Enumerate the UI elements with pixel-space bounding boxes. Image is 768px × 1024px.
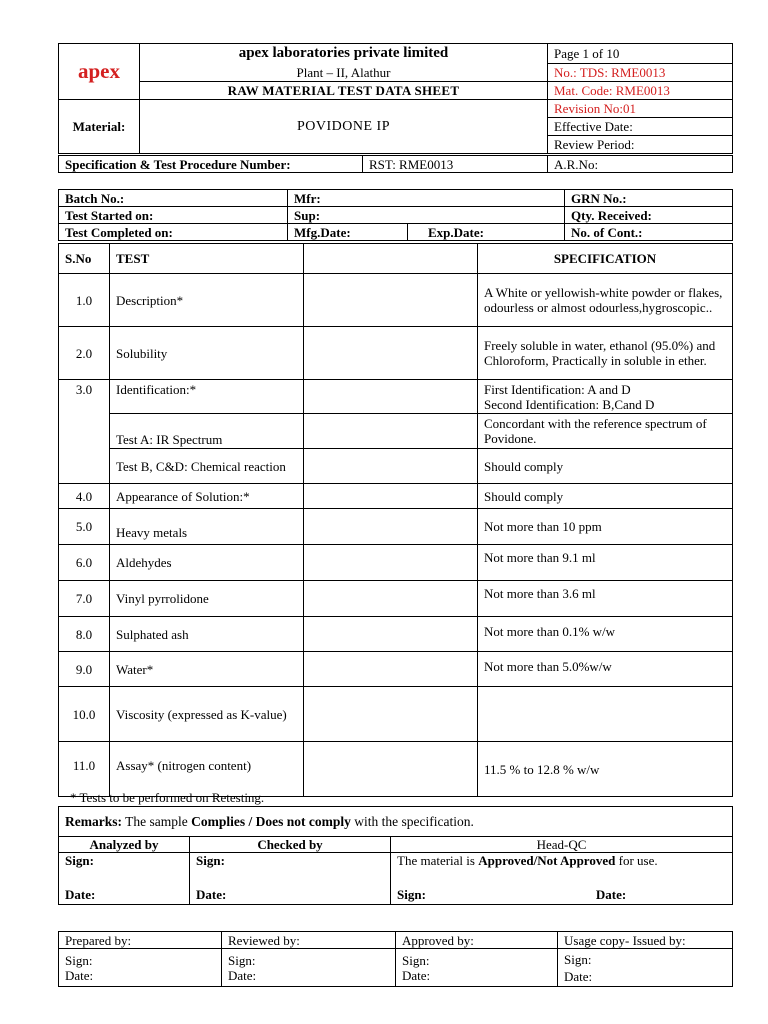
- test-spec: 11.5 % to 12.8 % w/w: [478, 742, 733, 797]
- result-cell: [304, 484, 478, 509]
- row-number: 5.0: [59, 509, 110, 545]
- test-name: Vinyl pyrrolidone: [110, 581, 304, 617]
- row-number: 8.0: [59, 617, 110, 652]
- test-name: Solubility: [110, 327, 304, 380]
- prepared-sign-cell: [59, 949, 222, 987]
- approved-by: Approved by:: [396, 932, 558, 949]
- test-spec: Concordant with the reference spectrum of Povidone.: [478, 414, 733, 449]
- plant-name: Plant – II, Alathur: [140, 64, 548, 82]
- table-row: [59, 581, 733, 617]
- approved-sign-cell: [396, 949, 558, 987]
- identification-second: Second Identification: B,Cand D: [484, 397, 655, 412]
- material-code: Mat. Code: RME0013: [548, 82, 733, 100]
- row-number: 11.0: [59, 742, 110, 797]
- result-cell: [304, 414, 478, 449]
- table-row: [59, 652, 733, 687]
- test-name: Aldehydes: [110, 545, 304, 581]
- sign-label: Sign:: [397, 887, 426, 902]
- test-name: Water*: [110, 652, 304, 687]
- result-cell: [304, 274, 478, 327]
- header-table: [58, 43, 733, 154]
- mfr: Mfr:: [288, 190, 565, 207]
- test-spec: Not more than 10 ppm: [478, 509, 733, 545]
- col-sno: S.No: [59, 244, 110, 274]
- test-name: Identification:*: [110, 380, 304, 414]
- row-number: 1.0: [59, 274, 110, 327]
- sign-label: Sign:: [228, 952, 256, 968]
- remarks-text: The sample: [125, 814, 188, 829]
- col-specification: SPECIFICATION: [478, 244, 733, 274]
- test-name: Test B, C&D: Chemical reaction: [110, 449, 304, 484]
- spec-value: RST: RME0013: [363, 156, 548, 173]
- date-label: Date:: [402, 967, 431, 983]
- table-row: [59, 449, 733, 484]
- result-cell: [304, 327, 478, 380]
- date-label: Date:: [595, 887, 627, 902]
- result-cell: [304, 742, 478, 797]
- checked-by-header: Checked by: [190, 837, 391, 853]
- spec-row: [58, 155, 733, 173]
- row-number: 7.0: [59, 581, 110, 617]
- test-name: Assay* (nitrogen content): [110, 742, 304, 797]
- table-row: [59, 484, 733, 509]
- date-label: Date:: [564, 968, 593, 984]
- row-number: 10.0: [59, 687, 110, 742]
- approval-statement: [397, 853, 726, 868]
- sign-label: Sign:: [196, 853, 225, 868]
- row-number: 9.0: [59, 652, 110, 687]
- test-table: [58, 243, 733, 797]
- date-label: Date:: [65, 967, 94, 983]
- date-label: Date:: [228, 967, 257, 983]
- test-spec: [478, 687, 733, 742]
- test-name: Appearance of Solution:*: [110, 484, 304, 509]
- sheet-title: RAW MATERIAL TEST DATA SHEET: [140, 82, 548, 100]
- row-number: 4.0: [59, 484, 110, 509]
- company-name: apex laboratories private limited: [140, 44, 548, 64]
- grn-no: GRN No.:: [565, 190, 733, 207]
- table-row: [59, 380, 733, 414]
- exp-date: Exp.Date:: [408, 224, 565, 241]
- result-cell: [304, 617, 478, 652]
- checked-by-cell: [190, 853, 391, 905]
- approval-table: [58, 806, 733, 905]
- footer-table: [58, 931, 733, 987]
- test-spec: Not more than 3.6 ml: [478, 581, 733, 617]
- test-spec: [478, 380, 733, 414]
- table-row: [59, 274, 733, 327]
- date-label: Date:: [65, 887, 96, 902]
- identification-first: First Identification: A and D: [484, 382, 631, 397]
- sign-label: Sign:: [402, 952, 430, 968]
- review-period: Review Period:: [548, 136, 733, 154]
- complies-choice: Complies / Does not comply: [191, 814, 351, 829]
- revision-number: Revision No:01: [548, 100, 733, 118]
- page-number: Page 1 of 10: [548, 44, 733, 64]
- remarks-text: with the specification.: [354, 814, 474, 829]
- test-name: Description*: [110, 274, 304, 327]
- mfg-date: Mfg.Date:: [288, 224, 408, 241]
- approval-choice: Approved/Not Approved: [478, 853, 616, 868]
- table-row: [59, 414, 733, 449]
- spec-label: Specification & Test Procedure Number:: [59, 156, 363, 173]
- table-row: [59, 545, 733, 581]
- row-number: [59, 449, 110, 484]
- analyzed-by-cell: [59, 853, 190, 905]
- test-spec: Not more than 9.1 ml: [478, 545, 733, 581]
- sign-label: Sign:: [65, 853, 94, 868]
- table-row: [59, 327, 733, 380]
- remarks-label: Remarks:: [65, 814, 122, 829]
- batch-table: [58, 189, 733, 241]
- material-label: Material:: [59, 100, 140, 154]
- test-spec: A White or yellowish-white powder or flakes, odourless or almost odourless,hygroscopic..: [478, 274, 733, 327]
- reviewed-by: Reviewed by:: [222, 932, 396, 949]
- head-qc-cell: [391, 853, 733, 905]
- ar-number: A.R.No:: [548, 156, 733, 173]
- batch-no: Batch No.:: [59, 190, 288, 207]
- result-cell: [304, 581, 478, 617]
- qty-received: Qty. Received:: [565, 207, 733, 224]
- test-started-on: Test Started on:: [59, 207, 288, 224]
- table-row: [59, 742, 733, 797]
- result-cell: [304, 509, 478, 545]
- statement-text: The material is: [397, 853, 475, 868]
- test-name: Viscosity (expressed as K-value): [110, 687, 304, 742]
- test-spec: Freely soluble in water, ethanol (95.0%) and Chloroform, Practically in soluble in ether.: [478, 327, 733, 380]
- head-qc-header: Head-QC: [391, 837, 733, 853]
- date-label: Date:: [196, 887, 227, 902]
- sign-label: Sign:: [65, 952, 93, 968]
- test-spec: Should comply: [478, 449, 733, 484]
- test-name: Test A: IR Spectrum: [110, 414, 304, 449]
- table-row: [59, 617, 733, 652]
- retest-footnote: * Tests to be performed on Retesting.: [70, 790, 265, 805]
- test-spec: Should comply: [478, 484, 733, 509]
- row-number: 2.0: [59, 327, 110, 380]
- effective-date: Effective Date:: [548, 118, 733, 136]
- table-row: [59, 509, 733, 545]
- reviewed-sign-cell: [222, 949, 396, 987]
- remarks-row: [59, 807, 733, 837]
- test-name: Sulphated ash: [110, 617, 304, 652]
- test-spec: Not more than 5.0%w/w: [478, 652, 733, 687]
- result-cell: [304, 449, 478, 484]
- test-name: Heavy metals: [110, 509, 304, 545]
- result-cell: [304, 687, 478, 742]
- material-value: POVIDONE IP: [140, 100, 548, 154]
- analyzed-by-header: Analyzed by: [59, 837, 190, 853]
- doc-number: No.: TDS: RME0013: [548, 64, 733, 82]
- result-cell: [304, 380, 478, 414]
- result-cell: [304, 652, 478, 687]
- no-of-containers: No. of Cont.:: [565, 224, 733, 241]
- statement-text: for use.: [618, 853, 658, 868]
- row-number: 3.0: [59, 380, 110, 414]
- test-spec: Not more than 0.1% w/w: [478, 617, 733, 652]
- usage-sign-cell: [558, 949, 733, 987]
- col-test: TEST: [110, 244, 304, 274]
- result-cell: [304, 545, 478, 581]
- row-number: [59, 414, 110, 449]
- table-row: [59, 687, 733, 742]
- prepared-by: Prepared by:: [59, 932, 222, 949]
- supplier: Sup:: [288, 207, 565, 224]
- sign-label: Sign:: [564, 951, 592, 967]
- col-result: [304, 244, 478, 274]
- usage-copy: Usage copy- Issued by:: [558, 932, 733, 949]
- row-number: 6.0: [59, 545, 110, 581]
- company-logo: apex: [59, 44, 140, 100]
- test-completed-on: Test Completed on:: [59, 224, 288, 241]
